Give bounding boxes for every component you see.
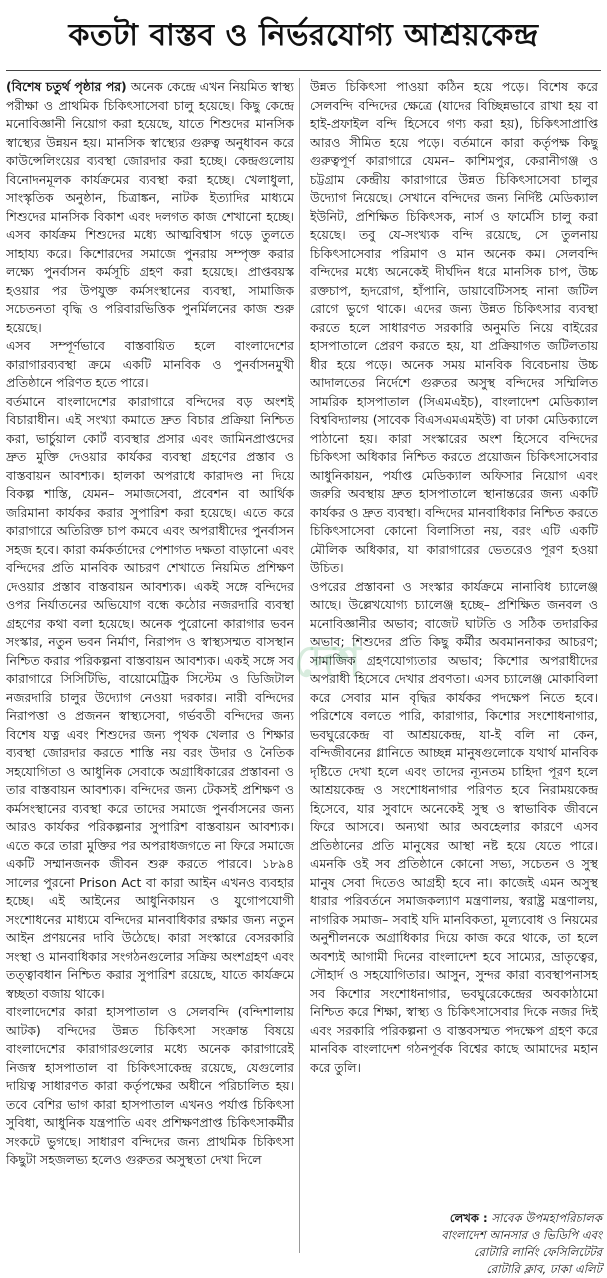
paragraph-text: অনেক কেন্দ্রে এখন নিয়মিত স্বাস্থ্য পরীক্ষা ও প্রাথমিক চিকিৎসাসেবা চালু হয়েছে। কিছু কেন্দ্রে মনোবিজ্ঞানী নিয়োগ করা হয়েছে, যাতে শিশুদের মানসিক স্বাস্থ্যের উন্নয়ন হয়। মানসিক স্বাস্থ্যের গুরুত্ব অনুধাবন করে কাউন্সেলিংয়ের ব্যবস্থা জোরদার করা হচ্ছে। কেন্দ্রগুলোয় বিনোদনমূলক কার্যক্রমের ব্যবস্থা করা হচ্ছে। খেলাধুলা, সাংস্কৃতিক অনুষ্ঠান, চিত্রাঙ্কন, নাটক ইত্যাদির মাধ্যমে শিশুদের মানসিক বিকাশ এবং দলগত কাজ শেখানো হচ্ছে। এসব কার্যক্রম শিশুদের মধ্যে আত্মবিশ্বাস গড়ে তুলতে সাহায্য করে। কিশোরদের সমাজে পুনরায় সম্পৃক্ত করার লক্ষ্যে পুনর্বাসন কর্মসূচি গ্রহণ করা হয়েছে। প্রাপ্তবয়স্ক হওয়ার পর উপযুক্ত কর্মসংস্থানের ব্যবস্থা, সামাজিক সচেতনতা বৃদ্ধি ও পরিবারভিত্তিক পুনর্মিলনের কাজ শুরু হয়েছে। xyxy=(6,79,294,335)
author-line: রোটারি লার্নিং ফেসিলিটেটর xyxy=(473,1245,602,1259)
article-headline: কতটা বাস্তব ও নির্ভরযোগ্য আশ্রয়কেন্দ্র xyxy=(68,17,539,53)
paragraph: বাংলাদেশের কারা হাসপাতাল ও সেলবন্দি (বন্দিশালায় আটক) বন্দিদের উন্নত চিকিৎসা সংক্রান্ত বিষয়ে বাংলাদেশের কারাগারগুলোর মধ্যে অনেক কারাগারেই নিজস্ব হাসপাতাল বা চিকিৎসাকেন্দ্র রয়েছে, যেগুলোর দায়িত্ব সাধারণত কারা কর্তৃপক্ষের অধীনে পরিচালিত হয়। তবে বেশির ভাগ কারা হাসপাতাল এখনও পর্যাপ্ত চিকিৎসা সুবিধা, আধুনিক যন্ত্রপাতি এবং প্রশিক্ষণপ্রাপ্ত চিকিৎসাকর্মীর সংকটে ভুগছে। সাধারণ বন্দিদের জন্য প্রাথমিক চিকিৎসা কিছুটা সহজলভ্য হলেও গুরুতর অসুস্থতা দেখা দিলে xyxy=(6,1004,294,1167)
author-label: লেখক : xyxy=(449,1211,488,1225)
watermark-logo: দেশ xyxy=(294,636,362,687)
paragraph: এসব সম্পূর্ণভাবে বাস্তবায়িত হলে বাংলাদেশের কারাগারব্যবস্থা ক্রমে একটি মানবিক ও পুনর্বাসনমুখী প্রতিষ্ঠানে পরিণত হতে পারে। xyxy=(6,338,294,390)
article-column-left xyxy=(6,78,294,1248)
author-line: সাবেক উপমহাপরিচালক xyxy=(491,1211,602,1225)
paragraph xyxy=(6,78,294,337)
author-line: রোটারি ক্লাব, ঢাকা এলিট xyxy=(486,1262,602,1276)
headline-rule xyxy=(6,70,601,71)
author-line: বাংলাদেশ আনসার ও ভিডিপি এবং xyxy=(441,1228,602,1242)
author-byline xyxy=(372,1210,602,1278)
article-column-right xyxy=(310,78,598,1200)
paragraph: উন্নত চিকিৎসা পাওয়া কঠিন হয়ে পড়ে। বিশেষ করে সেলবন্দি বন্দিদের ক্ষেত্রে (যাদের বিচ্ছিন্নভাবে রাখা হয় বা হাই-প্রফাইল বন্দি হিসেবে গণ্য করা হয়), চিকিৎসাপ্রাপ্তি আরও সীমিত হয়ে পড়ে। বর্তমানে কারা কর্তৃপক্ষ কিছু গুরুত্বপূর্ণ কারাগারে যেমন– কাশিমপুর, কেরানীগঞ্জ ও চট্টগ্রাম কেন্দ্রীয় কারাগারে উন্নত চিকিৎসাসেবা চালুর উদ্যোগ নিয়েছে। সেখানে বন্দিদের জন্য নির্দিষ্ট মেডিক্যাল ইউনিট, প্রশিক্ষিত চিকিৎসক, নার্স ও ফার্মেসি চালু করা হয়েছে। তবু যে-সংখ্যক বন্দি রয়েছে, সে তুলনায় চিকিৎসাসেবার পরিমাণ ও মান অনেক কম। সেলবন্দি বন্দিদের মধ্যে অনেকেই দীর্ঘদিন ধরে মানসিক চাপ, উচ্চ রক্তচাপ, হৃদরোগ, হাঁপানি, ডায়াবেটিসসহ নানা জটিল রোগে ভুগে থাকে। এদের জন্য উন্নত চিকিৎসার ব্যবস্থা করতে হলে সাধারণত সরকারি অনুমতি নিয়ে বাইরের হাসপাতালে প্রেরণ করতে হয়, যা প্রক্রিয়াগত জটিলতায় ধীর হয়ে পড়ে। অনেক সময় মানবিক বিবেচনায় উচ্চ আদালতের নির্দেশে গুরুতর অসুস্থ বন্দিদের সম্মিলিত সামরিক হাসপাতাল (সিএমএইচ), বাংলাদেশ মেডিক্যাল বিশ্ববিদ্যালয় (সাবেক বিএসএমএমইউ) বা ঢাকা মেডিক্যালে পাঠানো হয়। কারা সংস্কারের অংশ হিসেবে বন্দিদের চিকিৎসা অধিকার নিশ্চিত করতে প্রয়োজন চিকিৎসাসেবার আধুনিকায়ন, পর্যাপ্ত মেডিক্যাল অফিসার নিয়োগ এবং জরুরি অবস্থায় দ্রুত হাসপাতালে স্থানান্তরের জন্য একটি কার্যকর ও দ্রুত ব্যবস্থা। বন্দিদের মানবাধিকার নিশ্চিত করতে চিকিৎসাসেবা কোনো বিলাসিতা নয়, বরং এটি একটি মৌলিক অধিকার, যা কারাগারের ভেতরেও পূরণ হওয়া উচিত। xyxy=(310,79,598,575)
column-divider xyxy=(299,78,300,1253)
continued-from-label: (বিশেষ চতুর্থ পৃষ্ঠার পর) xyxy=(6,79,127,94)
paragraph: বর্তমানে বাংলাদেশের কারাগারে বন্দিদের বড় অংশই বিচারাধীন। এই সংখ্যা কমাতে দ্রুত বিচার প্রক্রিয়া নিশ্চিত করা, ভার্চুয়াল কোর্ট ব্যবস্থার প্রসার এবং জামিনপ্রাপ্তদের দ্রুত মুক্তি দেওয়ার কার্যকর ব্যবস্থা গ্রহণের প্রস্তাব ও বাস্তবায়ন আবশ্যক। হালকা অপরাধে কারাদণ্ড না দিয়ে বিকল্প শাস্তি, যেমন– সমাজসেবা, প্রবেশন বা আর্থিক জরিমানা কার্যকর করার সুপারিশ করা হয়েছে। এতে করে কারাগারে অতিরিক্ত চাপ কমবে এবং অপরাধীদের পুনর্বাসন সহজ হবে। কারা কর্মকর্তাদের পেশাগত দক্ষতা বাড়ানো এবং বন্দিদের প্রতি মানবিক আচরণ শেখাতে নিয়মিত প্রশিক্ষণ দেওয়ার প্রস্তাব বাস্তবায়ন আবশ্যক। একই সঙ্গে বন্দিদের ওপর নির্যাতনের অভিযোগ বন্ধে কঠোর নজরদারি ব্যবস্থা গ্রহণের কথা বলা হয়েছে। অনেক পুরোনো কারাগার ভবন সংস্কার, নতুন ভবন নির্মাণ, নিরাপদ ও স্বাস্থ্যসম্মত বাসস্থান নিশ্চিত করার পরিকল্পনা বাস্তবায়ন আবশ্যক। একই সঙ্গে সব কারাগারে সিসিটিভি, বায়োমেট্রিক সিস্টেম ও ডিজিটাল নজরদারি চালুর উদ্যোগ নেওয়া দরকার। নারী বন্দিদের নিরাপত্তা ও প্রজনন স্বাস্থ্যসেবা, গর্ভবতী বন্দিদের জন্য বিশেষ যত্ন এবং শিশুদের জন্য পৃথক খেলার ও শিক্ষার ব্যবস্থা জোরদার করতে শাস্তি নয় বরং উদার ও নৈতিক সহযোগিতা ও আধুনিক সেবাকে অগ্রাধিকারের প্রস্তাবনা ও তার বাস্তবায়ন আবশ্যক। বন্দিদের জন্য টেকসই প্রশিক্ষণ ও কর্মসংস্থানের ব্যবস্থা করে তাদের সমাজে পুনর্বাসনের জন্য আরও কার্যকর পরিকল্পনার সুপারিশ বাস্তবায়ন আবশ্যক। এতে করে তারা মুক্তির পর অপরাধজগতে না ফিরে সমাজে একটি সম্মানজনক জীবন শুরু করতে পারবে। ১৮৯৪ সালের পুরনো Prison Act বা কারা আইন এখনও ব্যবহার হচ্ছে। এই আইনের আধুনিকায়ন ও যুগোপযোগী সংশোধনের মাধ্যমে বন্দিদের মানবাধিকার রক্ষার জন্য নতুন আইন প্রণয়নের দাবি উঠেছে। কারা সংস্কারে বেসরকারি সংস্থা ও মানবাধিকার সংগঠনগুলোর সক্রিয় অংশগ্রহণ এবং তত্ত্বাবধান নিশ্চিত করার সুপারিশ রয়েছে, যাতে কার্যক্রমে স্বচ্ছতা বজায় থাকে। xyxy=(6,393,294,1001)
paragraph: ওপরের প্রস্তাবনা ও সংস্কার কার্যক্রমে নানাবিধ চ্যালেঞ্জ আছে। উল্লেখযোগ্য চ্যালেঞ্জ হচ্ছে– প্রশিক্ষিত জনবল ও মনোবিজ্ঞানীর অভাব; বাজেট ঘাটতি ও সঠিক তদারকির অভাব; শিশুদের প্রতি কিছু কর্মীর অবমাননাকর আচরণ; সামাজিক গ্রহণযোগ্যতার অভাব; কিশোর অপরাধীদের অপরাধী হিসেবে দেখার প্রবণতা। এসব চ্যালেঞ্জ মোকাবিলা করে সেবার মান বৃদ্ধির কার্যকর পদক্ষেপ নিতে হবে। পরিশেষে বলতে পারি, কারাগার, কিশোর সংশোধনাগার, ভবঘুরেকেন্দ্র বা আশ্রয়কেন্দ্র, যা-ই বলি না কেন, বন্দিজীবনের গ্লানিতে আচ্ছন্ন মানুষগুলোকে যথার্থ মানবিক দৃষ্টিতে দেখা হলে এবং তাদের ন্যূনতম চাহিদা পূরণ হলে আশ্রয়কেন্দ্র ও সংশোধনাগার পরিণত হবে নিরাময়কেন্দ্র হিসেবে, যার সুবাদে অনেকেই সুস্থ ও স্বাভাবিক জীবনে ফিরে আসবে। অন্যথা আর অবহেলার কারণে এসব প্রতিষ্ঠানের প্রতি মানুষের আস্থা নষ্ট হয়ে যেতে পারে। এমনকি ওই সব প্রতিষ্ঠানে কোনো সভ্য, সচেতন ও সুস্থ মানুষ সেবা দিতেও আগ্রহী হবে না। কাজেই এমন অসুস্থ ধারার পরিবর্তনে সমাজকল্যাণ মন্ত্রণালয়, স্বরাষ্ট্র মন্ত্রণালয়, নাগরিক সমাজ– সবাই যদি মানবিকতা, মূল্যবোধ ও নিয়মের অনুশীলনকে অগ্রাধিকার দিয়ে কাজ করে থাকে, তা হলে অবশ্যই আগামী দিনের বাংলাদেশ হবে সাম্যের, ভ্রাতৃত্বের, সৌহার্দ ও সহযোগিতার। আসুন, সুন্দর কারা ব্যবস্থাপনাসহ সব কিশোর সংশোধনাগার, ভবঘুরেকেন্দ্রের অবকাঠামো নিশ্চিত করে শিক্ষা, স্বাস্থ্য ও চিকিৎসাসেবার দিকে নজর দিই এবং সরকারি পরিকল্পনা ও বাস্তবসম্মত পদক্ষেপ গ্রহণ করে মানবিক বাংলাদেশ গঠনপূর্বক বিশ্বের কাছে আমাদের মহান করে তুলি। xyxy=(310,578,598,1075)
